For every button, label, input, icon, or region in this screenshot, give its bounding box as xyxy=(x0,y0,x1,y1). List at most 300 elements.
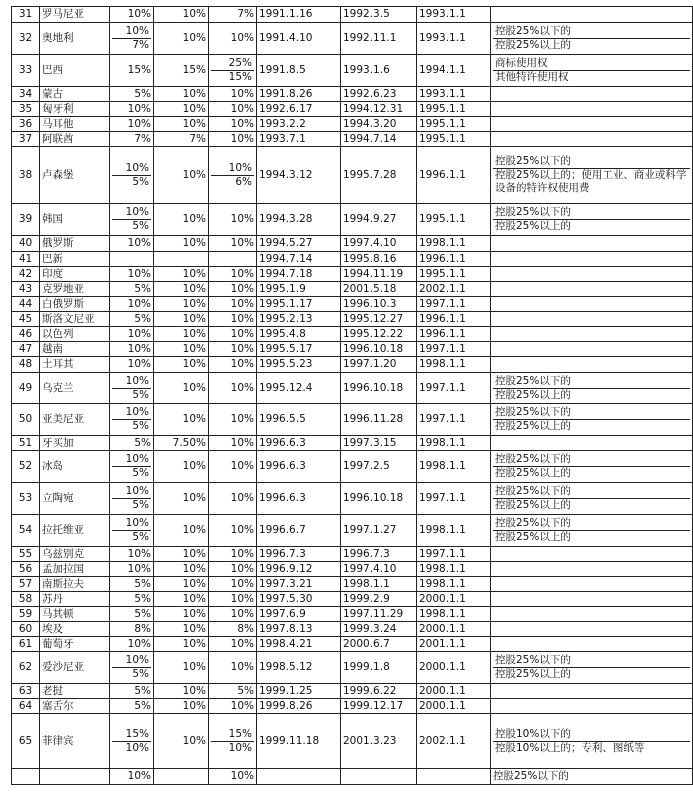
dividend-rate xyxy=(110,451,154,483)
note xyxy=(491,436,693,451)
country-name: 韩国 xyxy=(40,204,110,236)
effective-date: 1997.11.29 xyxy=(341,607,417,622)
interest-rate: 10% xyxy=(154,577,209,592)
note-part: 控股25%以上的 xyxy=(493,667,690,681)
application-date: 1997.1.1 xyxy=(417,342,491,357)
effective-date: 1996.7.3 xyxy=(341,547,417,562)
dividend-rate-part: 10% xyxy=(125,453,149,465)
country-name: 孟加拉国 xyxy=(40,562,110,577)
country-name: 土耳其 xyxy=(40,357,110,373)
country-name: 马其顿 xyxy=(40,607,110,622)
dividend-rate-part: 10% xyxy=(125,406,149,418)
dividend-rate-part: 5% xyxy=(112,466,151,480)
royalty-rate: 10% xyxy=(209,327,257,342)
row-number: 35 xyxy=(12,102,40,117)
country-name: 南斯拉夫 xyxy=(40,577,110,592)
interest-rate: 10% xyxy=(154,483,209,515)
row-number: 64 xyxy=(12,699,40,714)
signing-date xyxy=(257,769,341,785)
dividend-rate: 10% xyxy=(110,327,154,342)
row-number: 50 xyxy=(12,404,40,436)
application-date: 2000.1.1 xyxy=(417,652,491,684)
dividend-rate-part: 10% xyxy=(125,517,149,529)
dividend-rate: 10% xyxy=(110,236,154,252)
royalty-rate: 10% xyxy=(209,102,257,117)
application-date: 1998.1.1 xyxy=(417,607,491,622)
note-parts xyxy=(493,155,690,195)
effective-date: 1996.10.18 xyxy=(341,342,417,357)
effective-date: 1999.1.8 xyxy=(341,652,417,684)
effective-date: 1997.2.5 xyxy=(341,451,417,483)
application-date: 1995.1.1 xyxy=(417,102,491,117)
application-date: 1998.1.1 xyxy=(417,236,491,252)
country-name: 印度 xyxy=(40,267,110,282)
signing-date: 1994.3.12 xyxy=(257,147,341,204)
row-number: 38 xyxy=(12,147,40,204)
country-name: 牙买加 xyxy=(40,436,110,451)
note xyxy=(491,87,693,102)
note-part: 控股25%以上的；使用工业、商业或科学设备的特许权使用费 xyxy=(493,168,690,195)
country-name: 匈牙利 xyxy=(40,102,110,117)
dividend-rate: 5% xyxy=(110,87,154,102)
dividend-rate-part: 5% xyxy=(112,498,151,512)
dividend-rate: 10% xyxy=(110,267,154,282)
effective-date: 1992.6.23 xyxy=(341,87,417,102)
royalty-rate: 10% xyxy=(209,577,257,592)
interest-rate: 7% xyxy=(154,132,209,147)
table-row xyxy=(12,515,693,547)
dividend-rate: 10% xyxy=(110,637,154,652)
note-parts xyxy=(493,654,690,681)
note xyxy=(491,577,693,592)
note-part: 控股25%以上的 xyxy=(493,530,690,544)
dividend-rate-part: 5% xyxy=(112,219,151,233)
signing-date: 1991.8.26 xyxy=(257,87,341,102)
table-row xyxy=(12,637,693,652)
dividend-rate xyxy=(110,204,154,236)
dividend-rate-part: 10% xyxy=(125,485,149,497)
dividend-rate-part: 5% xyxy=(112,419,151,433)
note xyxy=(491,483,693,515)
royalty-rate: 10% xyxy=(209,547,257,562)
table-row xyxy=(12,297,693,312)
dividend-rate: 10% xyxy=(110,297,154,312)
signing-date: 1997.5.30 xyxy=(257,592,341,607)
interest-rate: 10% xyxy=(154,117,209,132)
note xyxy=(491,622,693,637)
application-date: 2000.1.1 xyxy=(417,622,491,637)
signing-date: 1999.8.26 xyxy=(257,699,341,714)
interest-rate: 10% xyxy=(154,342,209,357)
interest-rate: 10% xyxy=(154,357,209,373)
dividend-rate xyxy=(110,252,154,267)
royalty-rate-part: 15% xyxy=(228,727,252,740)
royalty-rate: 10% xyxy=(209,297,257,312)
dividend-rate: 5% xyxy=(110,607,154,622)
dividend-rate-part: 10% xyxy=(112,741,151,755)
row-number: 42 xyxy=(12,267,40,282)
note xyxy=(491,312,693,327)
application-date: 2001.1.1 xyxy=(417,637,491,652)
interest-rate: 10% xyxy=(154,684,209,699)
dividend-rate-parts xyxy=(112,517,151,544)
signing-date: 1995.5.17 xyxy=(257,342,341,357)
country-name: 巴西 xyxy=(40,55,110,87)
interest-rate: 10% xyxy=(154,699,209,714)
note xyxy=(491,252,693,267)
effective-date: 1999.3.24 xyxy=(341,622,417,637)
signing-date: 1993.7.1 xyxy=(257,132,341,147)
interest-rate: 10% xyxy=(154,607,209,622)
country-name: 罗马尼亚 xyxy=(40,7,110,23)
application-date: 1996.1.1 xyxy=(417,252,491,267)
table-row xyxy=(12,252,693,267)
dividend-rate-part: 10% xyxy=(125,161,149,174)
dividend-rate: 5% xyxy=(110,312,154,327)
royalty-rate: 10% xyxy=(209,607,257,622)
royalty-rate xyxy=(209,252,257,267)
royalty-rate: 10% xyxy=(209,342,257,357)
note-parts xyxy=(493,375,690,402)
signing-date: 1997.6.9 xyxy=(257,607,341,622)
royalty-rate-part: 25% xyxy=(228,57,252,69)
note xyxy=(491,607,693,622)
note xyxy=(491,547,693,562)
table-row xyxy=(12,699,693,714)
dividend-rate: 10% xyxy=(110,769,154,785)
dividend-rate-part: 15% xyxy=(125,727,149,740)
application-date: 1996.1.1 xyxy=(417,147,491,204)
note-part: 控股10%以上的；专利、图纸等 xyxy=(493,741,690,755)
royalty-rate: 10% xyxy=(209,652,257,684)
royalty-rate: 10% xyxy=(209,483,257,515)
table-row xyxy=(12,622,693,637)
country-name: 蒙古 xyxy=(40,87,110,102)
signing-date: 1995.1.9 xyxy=(257,282,341,297)
table-row xyxy=(12,23,693,55)
table-row xyxy=(12,483,693,515)
interest-rate: 10% xyxy=(154,87,209,102)
note-part: 控股25%以下的 xyxy=(495,374,571,387)
note-parts xyxy=(493,406,690,433)
note xyxy=(491,204,693,236)
table-row xyxy=(12,562,693,577)
application-date: 1997.1.1 xyxy=(417,373,491,404)
application-date: 1995.1.1 xyxy=(417,117,491,132)
signing-date: 1997.8.13 xyxy=(257,622,341,637)
note xyxy=(491,102,693,117)
note xyxy=(491,132,693,147)
note-part: 控股25%以下的 xyxy=(495,654,571,666)
signing-date: 1995.5.23 xyxy=(257,357,341,373)
interest-rate: 10% xyxy=(154,282,209,297)
row-number: 47 xyxy=(12,342,40,357)
application-date: 2002.1.1 xyxy=(417,282,491,297)
dividend-rate-parts xyxy=(112,654,151,681)
country-name: 克罗地亚 xyxy=(40,282,110,297)
dividend-rate-parts xyxy=(112,162,151,189)
note-parts xyxy=(493,485,690,512)
note-part: 控股25%以下的 xyxy=(495,406,571,418)
application-date: 1994.1.1 xyxy=(417,55,491,87)
note: 控股25%以下的 xyxy=(491,769,693,785)
row-number: 52 xyxy=(12,451,40,483)
royalty-rate: 10% xyxy=(209,562,257,577)
country-name: 马耳他 xyxy=(40,117,110,132)
effective-date: 1995.8.16 xyxy=(341,252,417,267)
application-date: 1998.1.1 xyxy=(417,357,491,373)
interest-rate: 10% xyxy=(154,327,209,342)
country-name: 卢森堡 xyxy=(40,147,110,204)
application-date: 1995.1.1 xyxy=(417,204,491,236)
royalty-rate xyxy=(209,147,257,204)
dividend-rate-parts xyxy=(112,206,151,233)
dividend-rate xyxy=(110,515,154,547)
note-part: 控股25%以上的 xyxy=(493,419,690,433)
royalty-rate: 10% xyxy=(209,404,257,436)
country-name: 拉托维亚 xyxy=(40,515,110,547)
row-number: 54 xyxy=(12,515,40,547)
table-row xyxy=(12,132,693,147)
country-name: 乌兹别克 xyxy=(40,547,110,562)
note-parts xyxy=(493,206,690,233)
dividend-rate xyxy=(110,23,154,55)
effective-date: 1992.11.1 xyxy=(341,23,417,55)
dividend-rate-part: 10% xyxy=(125,654,149,666)
application-date: 1995.1.1 xyxy=(417,267,491,282)
signing-date: 1994.3.28 xyxy=(257,204,341,236)
effective-date: 1998.1.1 xyxy=(341,577,417,592)
signing-date: 1996.6.3 xyxy=(257,451,341,483)
royalty-rate: 10% xyxy=(209,236,257,252)
country-name: 奥地利 xyxy=(40,23,110,55)
note xyxy=(491,699,693,714)
application-date: 1997.1.1 xyxy=(417,404,491,436)
table-row xyxy=(12,282,693,297)
country-name: 俄罗斯 xyxy=(40,236,110,252)
note xyxy=(491,404,693,436)
country-name: 以色列 xyxy=(40,327,110,342)
country-name xyxy=(40,769,110,785)
signing-date: 1996.6.3 xyxy=(257,436,341,451)
row-number: 65 xyxy=(12,714,40,769)
row-number: 33 xyxy=(12,55,40,87)
row-number: 45 xyxy=(12,312,40,327)
note xyxy=(491,562,693,577)
interest-rate: 10% xyxy=(154,515,209,547)
interest-rate: 15% xyxy=(154,55,209,87)
application-date: 1998.1.1 xyxy=(417,577,491,592)
country-name: 亚美尼亚 xyxy=(40,404,110,436)
dividend-rate-part: 5% xyxy=(112,388,151,402)
application-date: 1996.1.1 xyxy=(417,327,491,342)
country-name: 阿联酋 xyxy=(40,132,110,147)
dividend-rate: 5% xyxy=(110,282,154,297)
table-body xyxy=(12,7,693,785)
dividend-rate: 10% xyxy=(110,342,154,357)
royalty-rate: 10% xyxy=(209,637,257,652)
dividend-rate: 5% xyxy=(110,577,154,592)
dividend-rate: 10% xyxy=(110,562,154,577)
row-number: 36 xyxy=(12,117,40,132)
note xyxy=(491,714,693,769)
note xyxy=(491,267,693,282)
effective-date: 1999.6.22 xyxy=(341,684,417,699)
tax-treaty-table xyxy=(11,6,693,785)
note xyxy=(491,637,693,652)
signing-date: 1996.9.12 xyxy=(257,562,341,577)
dividend-rate-part: 5% xyxy=(112,667,151,681)
note xyxy=(491,282,693,297)
royalty-rate: 10% xyxy=(209,267,257,282)
country-name: 乌克兰 xyxy=(40,373,110,404)
dividend-rate-part: 10% xyxy=(125,25,149,37)
note xyxy=(491,342,693,357)
royalty-rate: 10% xyxy=(209,592,257,607)
royalty-rate: 10% xyxy=(209,282,257,297)
dividend-rate-part: 7% xyxy=(112,38,151,52)
row-number: 51 xyxy=(12,436,40,451)
effective-date: 1997.1.27 xyxy=(341,515,417,547)
signing-date: 1995.1.17 xyxy=(257,297,341,312)
interest-rate: 10% xyxy=(154,236,209,252)
effective-date: 2001.5.18 xyxy=(341,282,417,297)
country-name: 冰岛 xyxy=(40,451,110,483)
application-date: 1993.1.1 xyxy=(417,23,491,55)
application-date: 1998.1.1 xyxy=(417,436,491,451)
table-row xyxy=(12,769,693,785)
note xyxy=(491,55,693,87)
note-parts xyxy=(493,453,690,480)
royalty-rate: 10% xyxy=(209,436,257,451)
interest-rate: 10% xyxy=(154,451,209,483)
row-number: 60 xyxy=(12,622,40,637)
interest-rate: 10% xyxy=(154,204,209,236)
dividend-rate: 8% xyxy=(110,622,154,637)
royalty-rate: 10% xyxy=(209,132,257,147)
country-name: 老挝 xyxy=(40,684,110,699)
row-number: 49 xyxy=(12,373,40,404)
dividend-rate-parts xyxy=(112,453,151,480)
note xyxy=(491,592,693,607)
signing-date: 1996.6.7 xyxy=(257,515,341,547)
royalty-rate: 10% xyxy=(209,23,257,55)
row-number: 46 xyxy=(12,327,40,342)
dividend-rate xyxy=(110,714,154,769)
effective-date: 1994.3.20 xyxy=(341,117,417,132)
effective-date: 1996.11.28 xyxy=(341,404,417,436)
signing-date: 1995.4.8 xyxy=(257,327,341,342)
row-number: 56 xyxy=(12,562,40,577)
dividend-rate-parts xyxy=(112,406,151,433)
dividend-rate-part: 5% xyxy=(112,175,151,189)
interest-rate: 10% xyxy=(154,373,209,404)
interest-rate: 10% xyxy=(154,622,209,637)
signing-date: 1996.5.5 xyxy=(257,404,341,436)
royalty-rate-parts xyxy=(211,728,254,755)
application-date: 2000.1.1 xyxy=(417,592,491,607)
table-row xyxy=(12,607,693,622)
note xyxy=(491,373,693,404)
application-date: 1993.1.1 xyxy=(417,87,491,102)
interest-rate: 10% xyxy=(154,147,209,204)
royalty-rate xyxy=(209,714,257,769)
row-number: 61 xyxy=(12,637,40,652)
royalty-rate-parts xyxy=(211,162,254,189)
royalty-rate-part: 10% xyxy=(211,741,254,755)
effective-date: 1999.2.9 xyxy=(341,592,417,607)
signing-date: 1991.4.10 xyxy=(257,23,341,55)
interest-rate: 10% xyxy=(154,312,209,327)
dividend-rate xyxy=(110,373,154,404)
effective-date: 1993.1.6 xyxy=(341,55,417,87)
table-row xyxy=(12,204,693,236)
note-parts xyxy=(493,517,690,544)
note-parts xyxy=(493,57,690,84)
effective-date: 1999.12.17 xyxy=(341,699,417,714)
signing-date: 1994.7.14 xyxy=(257,252,341,267)
signing-date: 1991.1.16 xyxy=(257,7,341,23)
row-number: 34 xyxy=(12,87,40,102)
country-name: 巴新 xyxy=(40,252,110,267)
row-number: 59 xyxy=(12,607,40,622)
application-date: 1996.1.1 xyxy=(417,312,491,327)
application-date: 1997.1.1 xyxy=(417,547,491,562)
royalty-rate-part: 15% xyxy=(211,70,254,84)
row-number: 44 xyxy=(12,297,40,312)
note xyxy=(491,23,693,55)
table-row xyxy=(12,714,693,769)
effective-date: 1995.12.27 xyxy=(341,312,417,327)
country-name: 越南 xyxy=(40,342,110,357)
table-row xyxy=(12,55,693,87)
note xyxy=(491,297,693,312)
table-row xyxy=(12,373,693,404)
signing-date: 1995.2.13 xyxy=(257,312,341,327)
royalty-rate: 10% xyxy=(209,117,257,132)
application-date: 1998.1.1 xyxy=(417,451,491,483)
dividend-rate xyxy=(110,147,154,204)
dividend-rate: 10% xyxy=(110,102,154,117)
effective-date: 1997.3.15 xyxy=(341,436,417,451)
effective-date: 1995.7.28 xyxy=(341,147,417,204)
table-row xyxy=(12,327,693,342)
table-row xyxy=(12,7,693,23)
interest-rate: 10% xyxy=(154,267,209,282)
interest-rate: 10% xyxy=(154,23,209,55)
signing-date: 1991.8.5 xyxy=(257,55,341,87)
country-name: 埃及 xyxy=(40,622,110,637)
note-parts xyxy=(493,728,690,755)
royalty-rate: 10% xyxy=(209,699,257,714)
note-part: 商标使用权 xyxy=(495,57,548,69)
royalty-rate xyxy=(209,55,257,87)
royalty-rate: 10% xyxy=(209,451,257,483)
royalty-rate: 10% xyxy=(209,769,257,785)
row-number: 31 xyxy=(12,7,40,23)
royalty-rate: 10% xyxy=(209,87,257,102)
note xyxy=(491,327,693,342)
royalty-rate: 10% xyxy=(209,515,257,547)
royalty-rate: 7% xyxy=(209,7,257,23)
note-part: 控股25%以上的 xyxy=(493,38,690,52)
table-row xyxy=(12,357,693,373)
application-date: 2000.1.1 xyxy=(417,699,491,714)
row-number: 63 xyxy=(12,684,40,699)
table-row xyxy=(12,267,693,282)
note-part: 控股25%以下的 xyxy=(495,453,571,465)
dividend-rate: 10% xyxy=(110,117,154,132)
